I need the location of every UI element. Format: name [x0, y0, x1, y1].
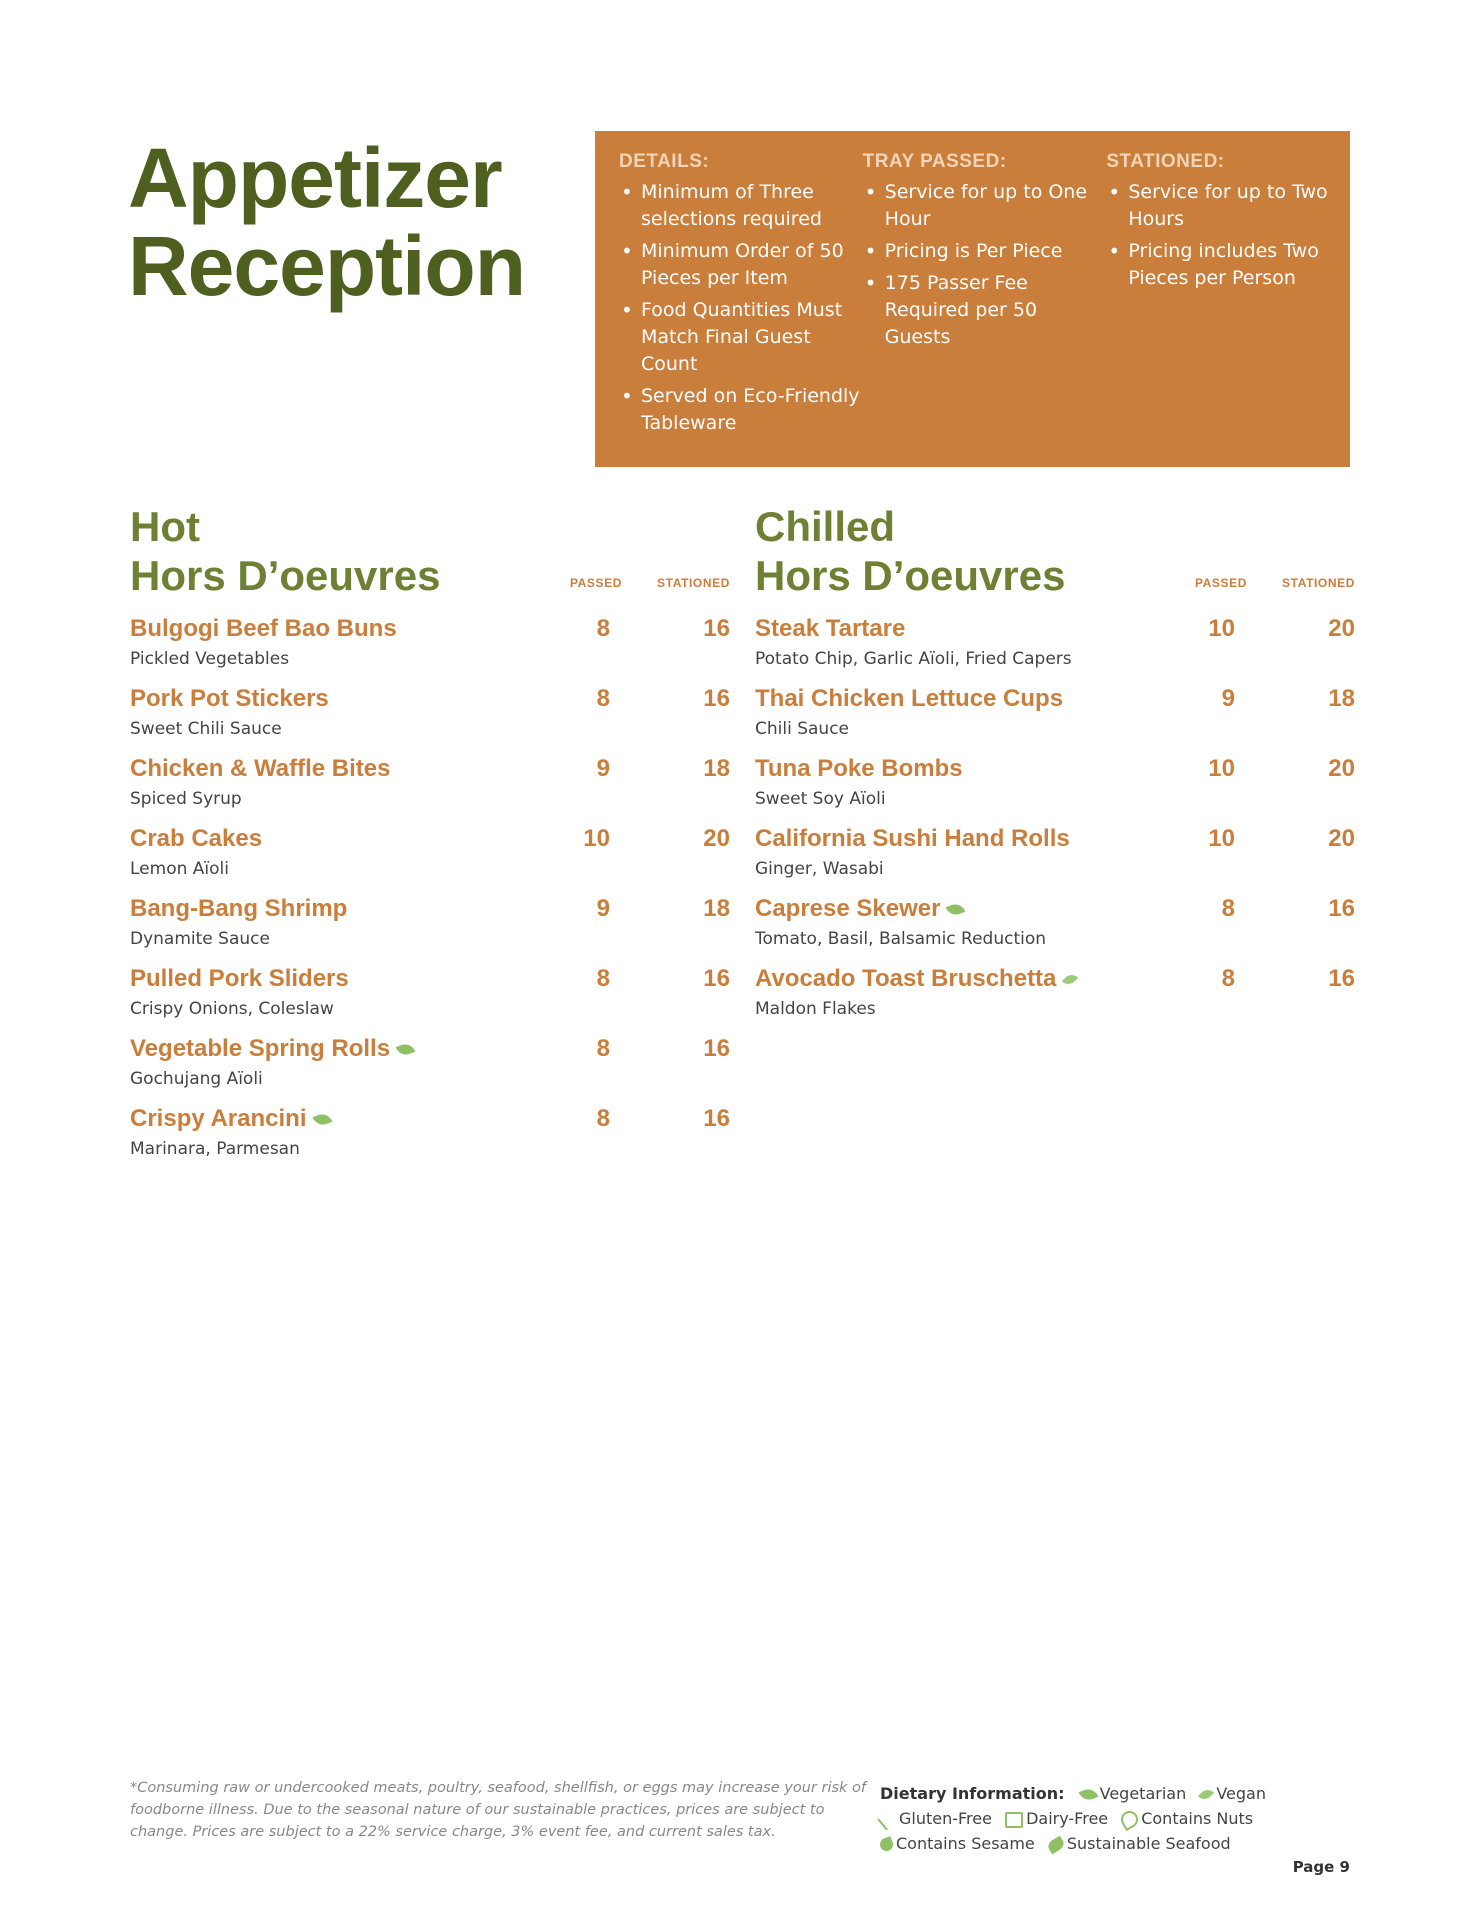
menu-item-description: Marinara, Parmesan — [130, 1139, 300, 1159]
hot-hors-doeuvres-section — [130, 502, 730, 1174]
sustainable-seafood-icon — [1046, 1835, 1066, 1853]
menu-item-name — [130, 824, 262, 854]
dietary-entry — [1005, 1809, 1108, 1828]
menu-item — [130, 1104, 730, 1174]
menu-item-description: Pickled Vegetables — [130, 649, 290, 669]
menu-item-name-text: Bulgogi Beef Bao Buns — [130, 615, 397, 642]
dietary-entry-label: Dairy-Free — [1026, 1809, 1109, 1828]
passed-price: 10 — [1208, 615, 1235, 642]
stationed-price: 16 — [703, 685, 730, 712]
menu-item-name-text: Avocado Toast Bruschetta — [755, 965, 1057, 992]
chilled-items-list — [755, 614, 1355, 1034]
vegetarian-icon — [312, 1112, 332, 1128]
hot-section-title-line-1: Hot — [130, 503, 200, 550]
menu-item-name — [130, 1104, 331, 1134]
menu-item-description: Sweet Soy Aïoli — [755, 789, 886, 809]
details-column — [863, 151, 1107, 467]
details-list-item: • Served on Eco-Friendly Tableware — [619, 383, 863, 437]
dietary-entry-label: Contains Sesame — [896, 1834, 1035, 1853]
passed-price: 9 — [596, 895, 610, 922]
details-list — [863, 179, 1107, 351]
menu-item-description: Spiced Syrup — [130, 789, 242, 809]
passed-price: 8 — [1221, 965, 1235, 992]
passed-price: 9 — [1221, 685, 1235, 712]
stationed-price: 16 — [1328, 965, 1355, 992]
passed-price: 9 — [596, 755, 610, 782]
details-box — [595, 131, 1350, 467]
menu-item-name-text: Bang-Bang Shrimp — [130, 895, 348, 922]
menu-item-description: Gochujang Aïoli — [130, 1069, 263, 1089]
dietary-entry-label: Vegetarian — [1099, 1784, 1187, 1803]
menu-item-name-text: Pulled Pork Sliders — [130, 965, 349, 992]
details-list-item: • Pricing is Per Piece — [863, 238, 1107, 265]
menu-item-description: Tomato, Basil, Balsamic Reduction — [755, 929, 1047, 949]
gluten-free-icon — [877, 1809, 898, 1830]
menu-item-name-text: Pork Pot Stickers — [130, 685, 329, 712]
menu-item — [755, 824, 1355, 894]
passed-price: 8 — [596, 1035, 610, 1062]
details-list-item: • Minimum of Three selections required — [619, 179, 863, 233]
menu-item — [755, 684, 1355, 754]
page-title-line-2: Reception — [128, 219, 526, 313]
chilled-section-header — [755, 502, 1355, 598]
dietary-entry — [1199, 1784, 1266, 1803]
disclaimer-text: *Consuming raw or undercooked meats, poultry, seafood, shellfish, or eggs may increase your risk of foodborne illness. Due to the seasonal nature of our sustainable practices, prices are subject to change. Prices are subject to a 22% service charge, 3% event fee, and current sales tax. — [130, 1780, 867, 1840]
details-column — [1106, 151, 1350, 467]
menu-item-name — [755, 824, 1070, 854]
menu-item-name — [755, 894, 964, 924]
details-list-item: • 175 Passer Fee Required per 50 Guests — [863, 270, 1107, 351]
menu-item-name-text: Thai Chicken Lettuce Cups — [755, 685, 1064, 712]
dairy-free-icon — [1005, 1812, 1023, 1828]
page-title — [128, 131, 526, 313]
passed-price: 10 — [1208, 755, 1235, 782]
page-title-line-1: Appetizer — [128, 131, 502, 225]
passed-price: 10 — [583, 825, 610, 852]
vegetarian-icon — [1078, 1786, 1098, 1802]
hot-items-list — [130, 614, 730, 1174]
vegetarian-icon — [396, 1042, 416, 1058]
details-column-heading: TRAY PASSED: — [862, 151, 1007, 172]
menu-item-name-text: Crispy Arancini — [130, 1105, 307, 1132]
stationed-price: 16 — [703, 965, 730, 992]
stationed-price: 20 — [1328, 755, 1355, 782]
dietary-entry-label: Contains Nuts — [1141, 1809, 1254, 1828]
menu-item-description: Potato Chip, Garlic Aïoli, Fried Capers — [755, 649, 1072, 669]
details-column-heading: STATIONED: — [1106, 151, 1225, 172]
details-column-heading: DETAILS: — [619, 151, 710, 172]
menu-item-name — [130, 964, 349, 994]
menu-item — [130, 1034, 730, 1104]
menu-item — [130, 614, 730, 684]
menu-item-name-text: Tuna Poke Bombs — [755, 755, 963, 782]
menu-item-description: Sweet Chili Sauce — [130, 719, 282, 739]
details-list-item: • Pricing includes Two Pieces per Person — [1106, 238, 1350, 292]
stationed-price: 16 — [1328, 895, 1355, 922]
menu-item — [130, 824, 730, 894]
dietary-entry — [1080, 1784, 1187, 1803]
passed-price: 10 — [1208, 825, 1235, 852]
menu-item-name-text: Chicken & Waffle Bites — [130, 755, 391, 782]
chilled-section-title — [755, 502, 1355, 600]
dietary-entry-label: Vegan — [1216, 1784, 1266, 1803]
menu-item-description: Crispy Onions, Coleslaw — [130, 999, 334, 1019]
menu-item-name-text: Caprese Skewer — [755, 895, 941, 922]
menu-item — [755, 754, 1355, 824]
menu-item-name — [755, 684, 1063, 714]
vegetarian-icon — [946, 902, 966, 918]
menu-item-name — [130, 894, 347, 924]
passed-price: 8 — [1221, 895, 1235, 922]
menu-item-name — [755, 754, 963, 784]
passed-price: 8 — [596, 1105, 610, 1132]
passed-price: 8 — [596, 965, 610, 992]
details-list — [619, 179, 863, 437]
stationed-price: 20 — [1328, 825, 1355, 852]
page-number: Page 9 — [1292, 1858, 1350, 1876]
hot-section-title-line-2: Hors D’oeuvres — [130, 552, 441, 599]
vegan-icon — [1062, 972, 1078, 988]
menu-item — [755, 614, 1355, 684]
menu-item-description: Maldon Flakes — [755, 999, 876, 1019]
dietary-entry-label: Sustainable Seafood — [1066, 1834, 1231, 1853]
details-list-item: • Service for up to Two Hours — [1106, 179, 1350, 233]
menu-item-description: Lemon Aïoli — [130, 859, 229, 879]
menu-item-name-text: Crab Cakes — [130, 825, 263, 852]
menu-item — [130, 754, 730, 824]
dietary-entry — [880, 1809, 992, 1828]
menu-item — [130, 684, 730, 754]
passed-price: 8 — [596, 685, 610, 712]
chilled-section-title-line-1: Chilled — [755, 503, 896, 550]
menu-item-name — [755, 964, 1077, 994]
menu-item-name — [755, 614, 905, 644]
dietary-entry — [1121, 1809, 1253, 1828]
chilled-stationed-column-label: STATIONED — [1282, 576, 1355, 590]
menu-item-name-text: California Sushi Hand Rolls — [755, 825, 1070, 852]
dietary-information-label: Dietary Information: — [880, 1784, 1065, 1803]
details-list — [1106, 179, 1350, 292]
stationed-price: 18 — [1328, 685, 1355, 712]
menu-item-description: Ginger, Wasabi — [755, 859, 884, 879]
vegan-icon — [1198, 1786, 1214, 1802]
hot-section-title — [130, 502, 730, 600]
dietary-information — [880, 1781, 1350, 1856]
menu-item-name-text: Steak Tartare — [755, 615, 906, 642]
details-list-item: • Minimum Order of 50 Pieces per Item — [619, 238, 863, 292]
menu-item-name — [130, 614, 397, 644]
hot-passed-column-label: PASSED — [569, 576, 622, 590]
stationed-price: 16 — [703, 1105, 730, 1132]
stationed-price: 18 — [703, 755, 730, 782]
details-column — [619, 151, 863, 467]
menu-item-name — [130, 754, 391, 784]
dietary-entry-label: Gluten-Free — [899, 1809, 992, 1828]
menu-item — [130, 894, 730, 964]
details-list-item: • Service for up to One Hour — [863, 179, 1107, 233]
dietary-entry — [1048, 1834, 1231, 1853]
menu-item — [130, 964, 730, 1034]
hot-section-header — [130, 502, 730, 598]
stationed-price: 18 — [703, 895, 730, 922]
passed-price: 8 — [596, 615, 610, 642]
chilled-passed-column-label: PASSED — [1194, 576, 1247, 590]
menu-item-name — [130, 1034, 414, 1064]
chilled-section-title-line-2: Hors D’oeuvres — [755, 552, 1066, 599]
menu-item — [755, 894, 1355, 964]
details-list-item: • Food Quantities Must Match Final Guest Count — [619, 297, 863, 378]
chilled-hors-doeuvres-section — [755, 502, 1355, 1034]
menu-item — [755, 964, 1355, 1034]
hot-stationed-column-label: STATIONED — [657, 576, 730, 590]
stationed-price: 20 — [1328, 615, 1355, 642]
dietary-entry — [880, 1834, 1035, 1853]
menu-item-name — [130, 684, 329, 714]
menu-item-description: Chili Sauce — [755, 719, 850, 739]
stationed-price: 16 — [703, 1035, 730, 1062]
contains-nuts-icon — [1118, 1808, 1141, 1831]
stationed-price: 16 — [703, 615, 730, 642]
menu-item-name-text: Vegetable Spring Rolls — [130, 1035, 391, 1062]
menu-item-description: Dynamite Sauce — [130, 929, 270, 949]
stationed-price: 20 — [703, 825, 730, 852]
contains-sesame-icon — [878, 1836, 895, 1853]
